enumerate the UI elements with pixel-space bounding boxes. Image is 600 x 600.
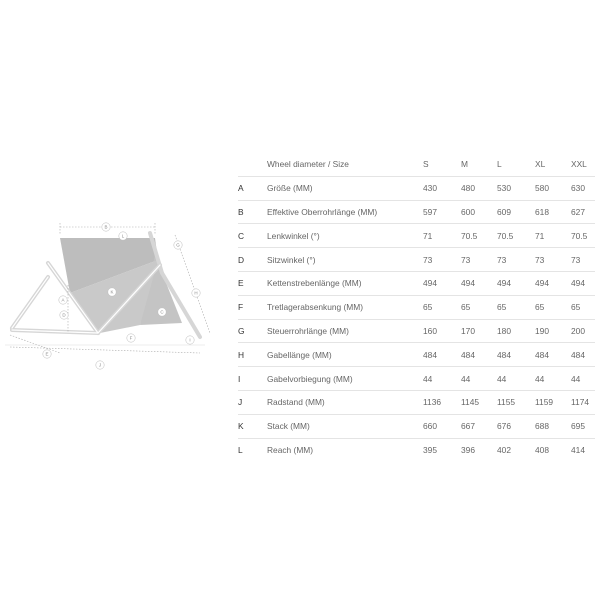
cell-xl: 65 bbox=[535, 302, 545, 313]
cell-l: 609 bbox=[497, 206, 511, 217]
row-label: Steuerrohrlänge (MM) bbox=[267, 325, 349, 336]
marker-e: E bbox=[45, 351, 49, 357]
cell-xl: 494 bbox=[535, 278, 549, 289]
marker-d: D bbox=[62, 312, 66, 318]
cell-s: 71 bbox=[423, 230, 433, 241]
row-key: L bbox=[238, 444, 243, 455]
cell-xl: 71 bbox=[535, 230, 545, 241]
row-label: Kettenstrebenlänge (MM) bbox=[267, 278, 362, 289]
cell-xl: 190 bbox=[535, 325, 549, 336]
cell-s: 430 bbox=[423, 183, 437, 194]
cell-m: 1145 bbox=[461, 397, 480, 408]
frame-geometry-diagram bbox=[0, 205, 232, 380]
row-label: Reach (MM) bbox=[267, 444, 314, 455]
header-size-xxl: XXL bbox=[571, 159, 587, 170]
header-size-l: L bbox=[497, 159, 502, 170]
cell-xl: 73 bbox=[535, 254, 545, 265]
marker-h: H bbox=[194, 290, 198, 296]
marker-c: C bbox=[160, 309, 164, 315]
cell-l: 44 bbox=[497, 373, 507, 384]
cell-xl: 44 bbox=[535, 373, 545, 384]
marker-i: I bbox=[189, 337, 191, 343]
table-row bbox=[238, 224, 595, 248]
cell-l: 70.5 bbox=[497, 230, 514, 241]
cell-m: 484 bbox=[461, 349, 475, 360]
cell-s: 44 bbox=[423, 373, 433, 384]
marker-b: B bbox=[104, 224, 108, 230]
cell-xxl: 70.5 bbox=[571, 230, 588, 241]
cell-xxl: 414 bbox=[571, 444, 585, 455]
cell-xl: 580 bbox=[535, 183, 549, 194]
cell-xxl: 73 bbox=[571, 254, 581, 265]
marker-j: J bbox=[98, 362, 102, 368]
row-key: K bbox=[238, 421, 244, 432]
row-label: Gabelvorbiegung (MM) bbox=[267, 373, 353, 384]
cell-s: 1136 bbox=[423, 397, 442, 408]
cell-s: 65 bbox=[423, 302, 433, 313]
cell-m: 73 bbox=[461, 254, 471, 265]
cell-xl: 618 bbox=[535, 206, 549, 217]
table-row bbox=[238, 176, 595, 200]
marker-a: A bbox=[61, 297, 65, 303]
cell-m: 600 bbox=[461, 206, 475, 217]
cell-l: 65 bbox=[497, 302, 507, 313]
table-row bbox=[238, 271, 595, 295]
row-key: E bbox=[238, 278, 244, 289]
row-key: J bbox=[238, 397, 243, 408]
cell-xxl: 627 bbox=[571, 206, 585, 217]
table-row bbox=[238, 438, 595, 461]
cell-xxl: 1174 bbox=[571, 397, 590, 408]
cell-m: 396 bbox=[461, 444, 475, 455]
cell-l: 180 bbox=[497, 325, 511, 336]
marker-f: F bbox=[129, 335, 133, 341]
row-key: C bbox=[238, 230, 245, 241]
row-label: Größe (MM) bbox=[267, 183, 313, 194]
cell-l: 676 bbox=[497, 421, 511, 432]
cell-m: 494 bbox=[461, 278, 475, 289]
cell-xl: 1159 bbox=[535, 397, 554, 408]
table-header-row bbox=[238, 153, 595, 176]
cell-xxl: 695 bbox=[571, 421, 585, 432]
cell-l: 484 bbox=[497, 349, 511, 360]
row-key: D bbox=[238, 254, 245, 265]
cell-s: 395 bbox=[423, 444, 437, 455]
cell-m: 170 bbox=[461, 325, 475, 336]
row-label: Stack (MM) bbox=[267, 421, 310, 432]
cell-l: 73 bbox=[497, 254, 507, 265]
cell-s: 660 bbox=[423, 421, 437, 432]
cell-s: 160 bbox=[423, 325, 437, 336]
row-label: Radstand (MM) bbox=[267, 397, 325, 408]
table-row bbox=[238, 390, 595, 414]
marker-g: G bbox=[176, 242, 180, 248]
row-label: Lenkwinkel (°) bbox=[267, 230, 320, 241]
cell-s: 484 bbox=[423, 349, 437, 360]
row-label: Sitzwinkel (°) bbox=[267, 254, 316, 265]
cell-l: 402 bbox=[497, 444, 511, 455]
row-key: F bbox=[238, 302, 244, 313]
header-size-xl: XL bbox=[535, 159, 546, 170]
cell-m: 667 bbox=[461, 421, 475, 432]
header-size-s: S bbox=[423, 159, 429, 170]
cell-xl: 688 bbox=[535, 421, 549, 432]
marker-l: L bbox=[121, 233, 125, 239]
row-label: Gabellänge (MM) bbox=[267, 349, 332, 360]
row-key: A bbox=[238, 183, 244, 194]
cell-l: 1155 bbox=[497, 397, 516, 408]
row-label: Effektive Oberrohrlänge (MM) bbox=[267, 206, 378, 217]
row-key: G bbox=[238, 325, 245, 336]
table-row bbox=[238, 200, 595, 224]
header-key-cell bbox=[238, 153, 267, 176]
geometry-table bbox=[238, 153, 595, 461]
cell-l: 530 bbox=[497, 183, 511, 194]
cell-m: 65 bbox=[461, 302, 471, 313]
row-key: B bbox=[238, 206, 244, 217]
cell-m: 70.5 bbox=[461, 230, 478, 241]
row-key: H bbox=[238, 349, 245, 360]
cell-xxl: 494 bbox=[571, 278, 585, 289]
marker-k: K bbox=[110, 289, 114, 295]
header-label: Wheel diameter / Size bbox=[267, 159, 349, 170]
cell-xxl: 65 bbox=[571, 302, 581, 313]
header-size-m: M bbox=[461, 159, 468, 170]
cell-m: 44 bbox=[461, 373, 471, 384]
row-key: I bbox=[238, 373, 241, 384]
cell-l: 494 bbox=[497, 278, 511, 289]
cell-s: 73 bbox=[423, 254, 433, 265]
table-row bbox=[238, 367, 595, 391]
table-row bbox=[238, 414, 595, 438]
cell-xl: 484 bbox=[535, 349, 549, 360]
cell-m: 480 bbox=[461, 183, 475, 194]
cell-s: 494 bbox=[423, 278, 437, 289]
cell-xxl: 484 bbox=[571, 349, 585, 360]
cell-s: 597 bbox=[423, 206, 437, 217]
table-row bbox=[238, 248, 595, 272]
table-row bbox=[238, 319, 595, 343]
cell-xxl: 630 bbox=[571, 183, 585, 194]
cell-xxl: 200 bbox=[571, 325, 585, 336]
cell-xl: 408 bbox=[535, 444, 549, 455]
table-row bbox=[238, 343, 595, 367]
cell-xxl: 44 bbox=[571, 373, 581, 384]
frame-diagram-svg bbox=[0, 205, 232, 380]
row-label: Tretlagerabsenkung (MM) bbox=[267, 302, 364, 313]
table-row bbox=[238, 295, 595, 319]
